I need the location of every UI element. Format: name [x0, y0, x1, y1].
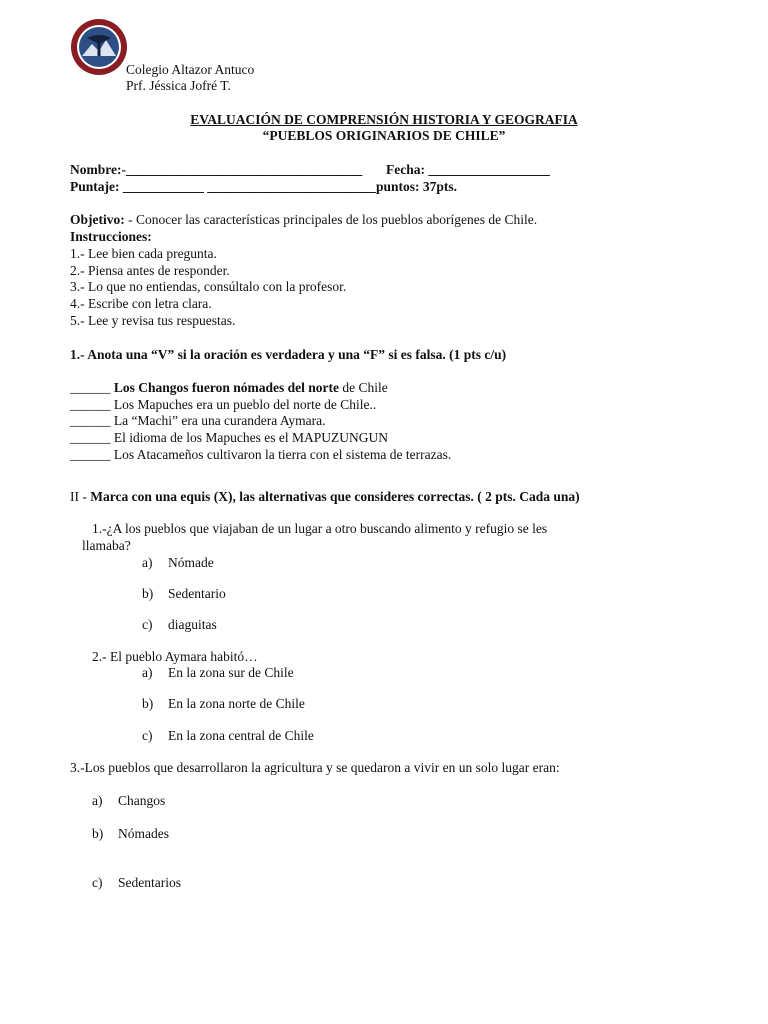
- instruction-item: 4.- Escribe con letra clara.: [70, 296, 212, 311]
- option-text: En la zona norte de Chile: [168, 696, 305, 711]
- total-points: puntos: 37pts.: [376, 179, 458, 194]
- statement-text: Los Atacameños cultivaron la tierra con el sistema de terrazas.: [113, 447, 452, 462]
- fecha-line[interactable]: __________________: [428, 162, 550, 177]
- instruction-item: 2.- Piensa antes de responder.: [70, 263, 230, 278]
- answer-blank[interactable]: ______: [70, 397, 111, 412]
- option-item[interactable]: [142, 696, 305, 712]
- option-item[interactable]: [142, 665, 294, 681]
- school-name: Colegio Altazor Antuco: [126, 62, 255, 77]
- section2-heading: [70, 489, 580, 505]
- option-letter: c): [92, 875, 103, 890]
- statement-text: de Chile: [339, 380, 388, 395]
- option-item[interactable]: [92, 875, 181, 891]
- teacher-name: Prf. Jéssica Jofré T.: [126, 78, 231, 93]
- puntaje-label: Puntaje:: [70, 179, 120, 194]
- option-text: Changos: [118, 793, 166, 808]
- option-item[interactable]: [142, 586, 226, 602]
- puntaje-line[interactable]: ____________ _________________________: [122, 179, 376, 194]
- option-text: En la zona sur de Chile: [168, 665, 294, 680]
- option-item[interactable]: [142, 617, 217, 633]
- true-false-item: [70, 397, 376, 413]
- instruction-item: 1.- Lee bien cada pregunta.: [70, 246, 217, 261]
- nombre-field: [70, 162, 362, 178]
- option-letter: b): [142, 586, 154, 601]
- option-text: En la zona central de Chile: [168, 728, 314, 743]
- option-item[interactable]: [92, 793, 165, 809]
- option-text: Nómades: [118, 826, 169, 841]
- section2-prefix: II -: [70, 489, 91, 504]
- instructions-label: Instrucciones:: [70, 229, 152, 244]
- option-letter: c): [142, 617, 153, 632]
- option-item[interactable]: [142, 728, 314, 744]
- true-false-item: [70, 430, 388, 446]
- exam-title: EVALUACIÓN DE COMPRENSIÓN HISTORIA Y GEOGRAFIA: [190, 112, 578, 127]
- objective-label: Objetivo:: [70, 212, 125, 227]
- option-item[interactable]: [92, 826, 169, 842]
- question-2-text: 2.- El pueblo Aymara habitó…: [92, 649, 258, 664]
- answer-blank[interactable]: ______: [70, 380, 111, 395]
- option-text: diaguitas: [168, 617, 217, 632]
- fecha-label: Fecha:: [386, 162, 425, 177]
- school-logo: [70, 18, 128, 76]
- question-3-text: 3.-Los pueblos que desarrollaron la agricultura y se quedaron a vivir en un solo lugar eran:: [70, 760, 560, 775]
- option-item[interactable]: [142, 555, 214, 571]
- school-crest-icon: [70, 18, 128, 76]
- option-letter: a): [92, 793, 103, 808]
- true-false-item: [70, 447, 451, 463]
- option-letter: c): [142, 728, 153, 743]
- option-letter: b): [142, 696, 154, 711]
- section1-heading: 1.- Anota una “V” si la oración es verdadera y una “F” si es falsa. (1 pts c/u): [70, 347, 507, 362]
- puntaje-field: [70, 179, 457, 195]
- option-text: Sedentario: [168, 586, 226, 601]
- option-letter: a): [142, 665, 153, 680]
- statement-text: Los Mapuches era un pueblo del norte de Chile..: [113, 397, 377, 412]
- nombre-line[interactable]: ___________________________________: [125, 162, 363, 177]
- instruction-item: 3.- Lo que no entiendas, consúltalo con la profesor.: [70, 279, 347, 294]
- question-1-text: 1.-¿A los pueblos que viajaban de un lugar a otro buscando alimento y refugio se les: [92, 521, 548, 536]
- option-letter: a): [142, 555, 153, 570]
- statement-bold: Los Changos fueron nómades del norte: [113, 380, 340, 395]
- nombre-label: Nombre:-: [70, 162, 126, 177]
- statement-text: El idioma de los Mapuches es el MAPUZUNGUN: [113, 430, 388, 445]
- option-letter: b): [92, 826, 104, 841]
- option-text: Nómade: [168, 555, 214, 570]
- answer-blank[interactable]: ______: [70, 413, 111, 428]
- fecha-field: [386, 162, 550, 178]
- statement-text: La “Machi” era una curandera Aymara.: [113, 413, 326, 428]
- exam-subtitle: “PUEBLOS ORIGINARIOS DE CHILE”: [262, 128, 506, 143]
- answer-blank[interactable]: ______: [70, 447, 111, 462]
- section2-instructions: Marca con una equis (X), las alternativas que consideres correctas. ( 2 pts. Cada una): [90, 489, 580, 504]
- true-false-item: [70, 380, 388, 396]
- true-false-item: [70, 413, 326, 429]
- option-text: Sedentarios: [118, 875, 181, 890]
- instruction-item: 5.- Lee y revisa tus respuestas.: [70, 313, 236, 328]
- objective: [70, 212, 537, 228]
- objective-text: - Conocer las características principales de los pueblos aborígenes de Chile.: [124, 212, 538, 227]
- question-1-text-cont: llamaba?: [82, 538, 131, 553]
- answer-blank[interactable]: ______: [70, 430, 111, 445]
